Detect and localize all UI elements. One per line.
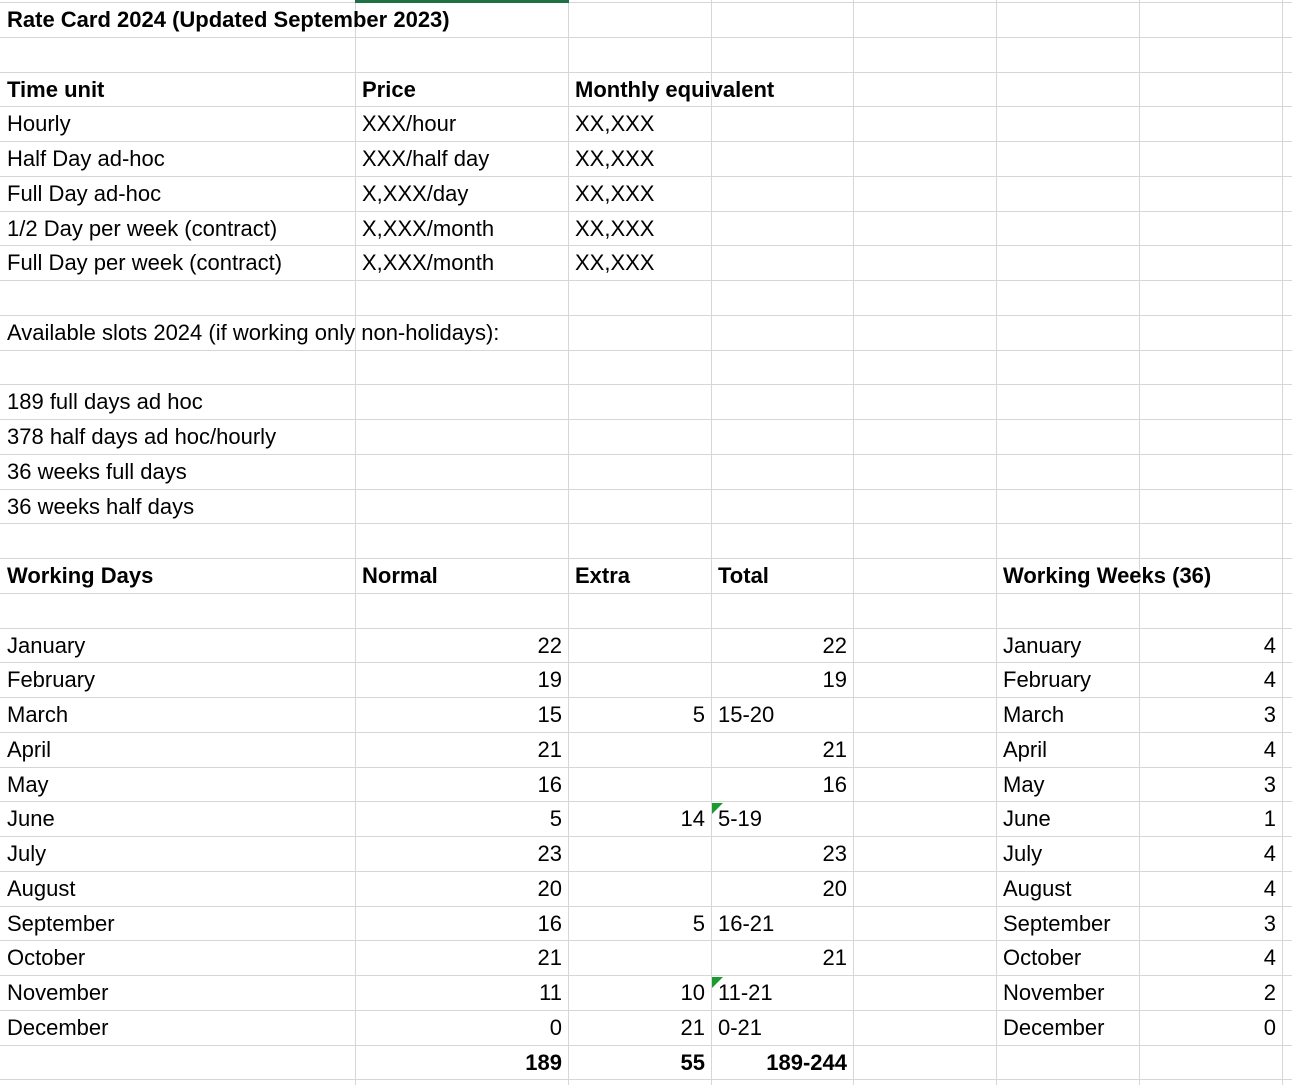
extra-days-cell[interactable]: 21 (680, 1015, 705, 1040)
rate-price-cell[interactable]: X,XXX/day (362, 181, 469, 206)
weeks-month-label[interactable]: January (1003, 633, 1082, 658)
rate-price-cell[interactable]: XXX/half day (362, 146, 490, 171)
row-gridline (0, 593, 1292, 594)
month-label[interactable]: January (7, 633, 86, 658)
total-days-cell[interactable]: 11-21 (718, 980, 773, 1005)
rate-header-monthly-equivalent[interactable]: Monthly equivalent (575, 77, 775, 102)
normal-days-cell[interactable]: 16 (537, 911, 562, 936)
month-label[interactable]: August (7, 876, 76, 901)
weeks-count-cell[interactable]: 4 (1263, 841, 1276, 866)
normal-days-cell[interactable]: 15 (537, 702, 562, 727)
normal-days-cell[interactable]: 21 (537, 945, 562, 970)
rate-monthly-cell[interactable]: XX,XXX (575, 146, 655, 171)
sheet-title[interactable]: Rate Card 2024 (Updated September 2023) (7, 7, 450, 32)
weeks-month-label[interactable]: August (1003, 876, 1072, 901)
slots-line[interactable]: 36 weeks full days (7, 459, 187, 484)
row-gridline (0, 280, 1292, 281)
month-label[interactable]: December (7, 1015, 109, 1040)
month-label[interactable]: February (7, 667, 96, 692)
weeks-count-cell[interactable]: 2 (1263, 980, 1276, 1005)
column-gridline (853, 0, 854, 1085)
rate-monthly-cell[interactable]: XX,XXX (575, 181, 655, 206)
slots-line[interactable]: 36 weeks half days (7, 494, 195, 519)
total-days-cell[interactable]: 15-20 (718, 702, 775, 727)
slots-heading[interactable]: Available slots 2024 (if working only non-holidays): (7, 320, 500, 345)
row-gridline (0, 350, 1292, 351)
extra-days-cell[interactable]: 14 (680, 806, 705, 831)
extra-days-cell[interactable] (568, 941, 711, 975)
total-days-cell[interactable]: 23 (822, 841, 847, 866)
comment-marker-june-total[interactable] (712, 803, 723, 814)
total-days-cell[interactable]: 21 (822, 737, 847, 762)
month-label[interactable]: June (7, 806, 55, 831)
weeks-count-cell[interactable]: 4 (1263, 945, 1276, 970)
extra-days-cell[interactable] (568, 629, 711, 663)
extra-days-cell[interactable] (568, 663, 711, 697)
weeks-month-label[interactable]: December (1003, 1015, 1105, 1040)
month-label[interactable]: October (7, 945, 86, 970)
total-days-cell[interactable]: 5-19 (718, 806, 763, 831)
month-label[interactable]: April (7, 737, 52, 762)
working-weeks-header[interactable]: Working Weeks (36) (1003, 563, 1212, 588)
extra-days-cell[interactable] (568, 872, 711, 906)
slots-line[interactable]: 378 half days ad hoc/hourly (7, 424, 277, 449)
extra-days-cell[interactable] (568, 733, 711, 767)
weeks-month-label[interactable]: February (1003, 667, 1092, 692)
normal-days-cell[interactable]: 23 (537, 841, 562, 866)
normal-total[interactable]: 189 (525, 1050, 562, 1075)
normal-days-cell[interactable]: 5 (549, 806, 562, 831)
rate-header-time-unit[interactable]: Time unit (7, 77, 105, 102)
weeks-month-label[interactable]: May (1003, 772, 1045, 797)
total-header[interactable]: Total (718, 563, 769, 588)
weeks-month-label[interactable]: September (1003, 911, 1111, 936)
comment-marker-november-total[interactable] (712, 977, 723, 988)
extra-days-cell[interactable] (568, 768, 711, 802)
extra-total[interactable]: 55 (680, 1050, 705, 1075)
rate-price-cell[interactable]: XXX/hour (362, 111, 457, 136)
slots-line[interactable]: 189 full days ad hoc (7, 389, 203, 414)
rate-header-price[interactable]: Price (362, 77, 416, 102)
weeks-count-cell[interactable]: 1 (1263, 806, 1276, 831)
normal-days-cell[interactable]: 0 (549, 1015, 562, 1040)
normal-days-cell[interactable]: 16 (537, 772, 562, 797)
extra-days-cell[interactable] (568, 837, 711, 871)
weeks-month-label[interactable]: April (1003, 737, 1048, 762)
working-days-header[interactable]: Working Days (7, 563, 154, 588)
rate-time-unit-cell[interactable]: Half Day ad-hoc (7, 146, 165, 171)
weeks-count-cell[interactable]: 3 (1263, 911, 1276, 936)
weeks-count-cell[interactable]: 3 (1263, 772, 1276, 797)
normal-header[interactable]: Normal (362, 563, 438, 588)
weeks-count-cell[interactable]: 3 (1263, 702, 1276, 727)
weeks-month-label[interactable]: November (1003, 980, 1105, 1005)
rate-monthly-cell[interactable]: XX,XXX (575, 111, 655, 136)
rate-time-unit-cell[interactable]: Full Day per week (contract) (7, 250, 283, 275)
month-label[interactable]: November (7, 980, 109, 1005)
total-days-cell[interactable]: 21 (822, 945, 847, 970)
extra-days-cell[interactable]: 5 (692, 911, 705, 936)
weeks-count-cell[interactable]: 4 (1263, 737, 1276, 762)
weeks-count-cell[interactable]: 0 (1263, 1015, 1276, 1040)
weeks-count-cell[interactable]: 4 (1263, 633, 1276, 658)
normal-days-cell[interactable]: 21 (537, 737, 562, 762)
weeks-month-label[interactable]: October (1003, 945, 1082, 970)
total-days-cell[interactable]: 22 (822, 633, 847, 658)
total-days-cell[interactable]: 19 (822, 667, 847, 692)
extra-days-cell[interactable]: 10 (680, 980, 705, 1005)
row-gridline (0, 37, 1292, 38)
rate-monthly-cell[interactable]: XX,XXX (575, 250, 655, 275)
grand-total[interactable]: 189-244 (766, 1050, 847, 1075)
weeks-month-label[interactable]: July (1003, 841, 1043, 866)
column-gridline (1282, 0, 1283, 1085)
rate-time-unit-cell[interactable]: 1/2 Day per week (contract) (7, 216, 278, 241)
rate-time-unit-cell[interactable]: Hourly (7, 111, 71, 136)
month-label[interactable]: July (7, 841, 47, 866)
month-label[interactable]: March (7, 702, 69, 727)
rate-price-cell[interactable]: X,XXX/month (362, 216, 495, 241)
weeks-month-label[interactable]: June (1003, 806, 1051, 831)
extra-header[interactable]: Extra (575, 563, 631, 588)
total-days-cell[interactable]: 0-21 (718, 1015, 763, 1040)
normal-days-cell[interactable]: 11 (539, 980, 562, 1005)
month-label[interactable]: May (7, 772, 49, 797)
rate-time-unit-cell[interactable]: Full Day ad-hoc (7, 181, 162, 206)
normal-days-cell[interactable]: 20 (537, 876, 562, 901)
weeks-count-cell[interactable]: 4 (1263, 667, 1276, 692)
normal-days-cell[interactable]: 19 (537, 667, 562, 692)
total-days-cell[interactable]: 16 (822, 772, 847, 797)
total-days-cell[interactable]: 16-21 (718, 911, 775, 936)
extra-days-cell[interactable]: 5 (692, 702, 705, 727)
normal-days-cell[interactable]: 22 (537, 633, 562, 658)
month-label[interactable]: September (7, 911, 115, 936)
weeks-month-label[interactable]: March (1003, 702, 1065, 727)
weeks-count-cell[interactable]: 4 (1263, 876, 1276, 901)
rate-monthly-cell[interactable]: XX,XXX (575, 216, 655, 241)
rate-price-cell[interactable]: X,XXX/month (362, 250, 495, 275)
total-days-cell[interactable]: 20 (822, 876, 847, 901)
